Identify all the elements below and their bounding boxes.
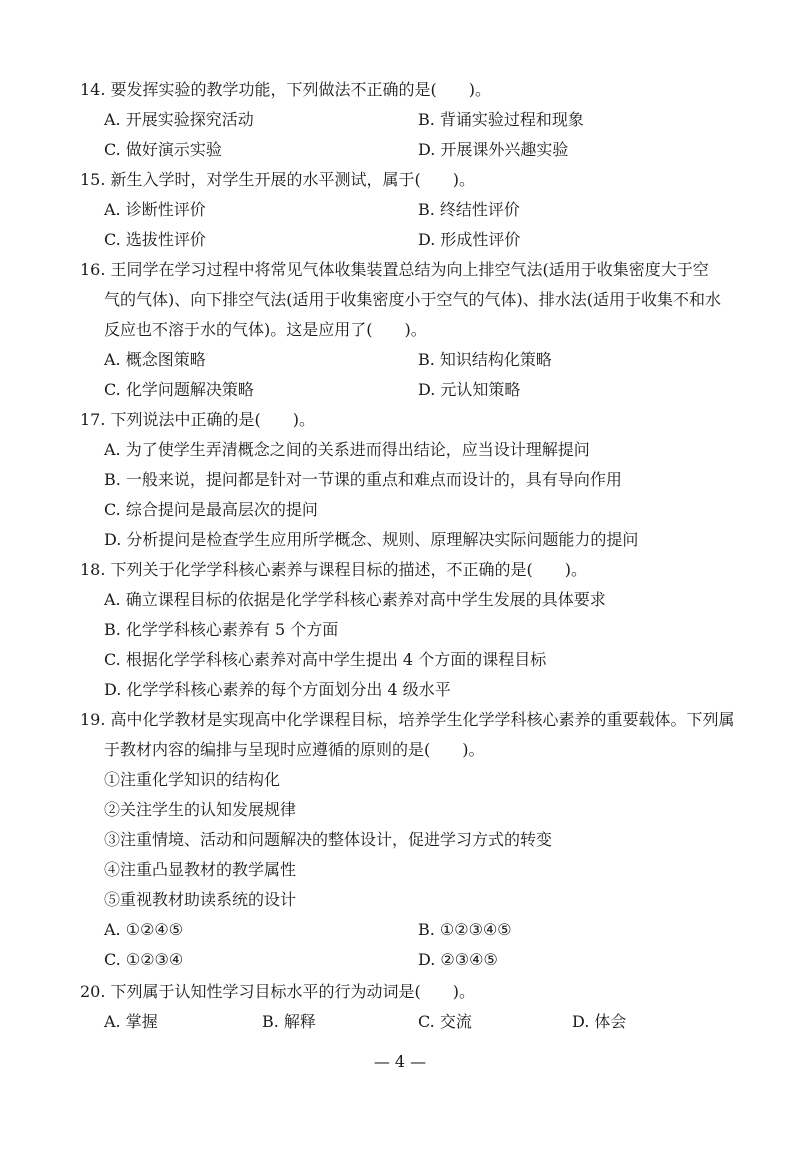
question-19-item-5: ⑤重视教材助读系统的设计 <box>104 890 297 909</box>
question-20-option-c: C. 交流 <box>418 1012 472 1031</box>
question-18-option-d: D. 化学学科核心素养的每个方面划分出 4 级水平 <box>104 680 451 699</box>
question-19-item-4: ④注重凸显教材的教学属性 <box>104 860 297 879</box>
question-15-option-d: D. 形成性评价 <box>418 230 521 249</box>
question-20-option-b: B. 解释 <box>262 1012 316 1031</box>
question-17-option-b: B. 一般来说，提问都是针对一节课的重点和难点而设计的，具有导向作用 <box>104 470 622 489</box>
question-16-option-c: C. 化学问题解决策略 <box>104 380 254 399</box>
question-14-option-d: D. 开展课外兴趣实验 <box>418 140 569 159</box>
question-19-stem-line-1: 19. 高中化学教材是实现高中化学课程目标，培养学生化学学科核心素养的重要载体。下列属 <box>80 710 735 729</box>
question-16-option-a: A. 概念图策略 <box>104 350 206 369</box>
question-16-option-b: B. 知识结构化策略 <box>418 350 552 369</box>
question-19-item-2: ②关注学生的认知发展规律 <box>104 800 297 819</box>
question-14-option-c: C. 做好演示实验 <box>104 140 222 159</box>
question-17-option-d: D. 分析提问是检查学生应用所学概念、规则、原理解决实际问题能力的提问 <box>104 530 639 549</box>
question-19-item-3: ③注重情境、活动和问题解决的整体设计，促进学习方式的转变 <box>104 830 553 849</box>
question-18-stem: 18. 下列关于化学学科核心素养与课程目标的描述，不正确的是( )。 <box>80 560 588 579</box>
question-19-stem-line-2: 于教材内容的编排与呈现时应遵循的原则的是( )。 <box>104 740 485 759</box>
question-20-option-a: A. 掌握 <box>104 1012 158 1031</box>
question-18-option-c: C. 根据化学学科核心素养对高中学生提出 4 个方面的课程目标 <box>104 650 547 669</box>
question-17-option-a: A. 为了使学生弄清概念之间的关系进而得出结论，应当设计理解提问 <box>104 440 590 459</box>
question-15-option-c: C. 选拔性评价 <box>104 230 206 249</box>
question-16-stem-line-1: 16. 王同学在学习过程中将常见气体收集装置总结为向上排空气法(适用于收集密度大于空 <box>80 260 709 279</box>
question-19-item-1: ①注重化学知识的结构化 <box>104 770 281 789</box>
question-17-stem: 17. 下列说法中正确的是( )。 <box>80 410 316 429</box>
question-16-stem-line-3: 反应也不溶于水的气体)。这是应用了( )。 <box>104 320 427 339</box>
question-17-option-c: C. 综合提问是最高层次的提问 <box>104 500 318 519</box>
question-15-option-a: A. 诊断性评价 <box>104 200 206 219</box>
question-14-stem: 14. 要发挥实验的教学功能，下列做法不正确的是( )。 <box>80 80 492 99</box>
page-number: — 4 — <box>373 1052 427 1071</box>
question-16-stem-line-2: 气的气体)、向下排空气法(适用于收集密度小于空气的气体)、排水法(适用于收集不和水 <box>104 290 721 309</box>
question-14-option-a: A. 开展实验探究活动 <box>104 110 254 129</box>
question-20-stem: 20. 下列属于认知性学习目标水平的行为动词是( )。 <box>80 982 476 1001</box>
question-18-option-a: A. 确立课程目标的依据是化学学科核心素养对高中学生发展的具体要求 <box>104 590 606 609</box>
question-19-option-b: B. ①②③④⑤ <box>418 920 512 939</box>
question-15-stem: 15. 新生入学时，对学生开展的水平测试，属于( )。 <box>80 170 476 189</box>
question-19-option-d: D. ②③④⑤ <box>418 950 498 969</box>
question-14-option-b: B. 背诵实验过程和现象 <box>418 110 584 129</box>
question-19-option-c: C. ①②③④ <box>104 950 184 969</box>
question-20-option-d: D. 体会 <box>572 1012 627 1031</box>
question-15-option-b: B. 终结性评价 <box>418 200 520 219</box>
question-19-option-a: A. ①②④⑤ <box>104 920 184 939</box>
question-18-option-b: B. 化学学科核心素养有 5 个方面 <box>104 620 339 639</box>
question-16-option-d: D. 元认知策略 <box>418 380 521 399</box>
